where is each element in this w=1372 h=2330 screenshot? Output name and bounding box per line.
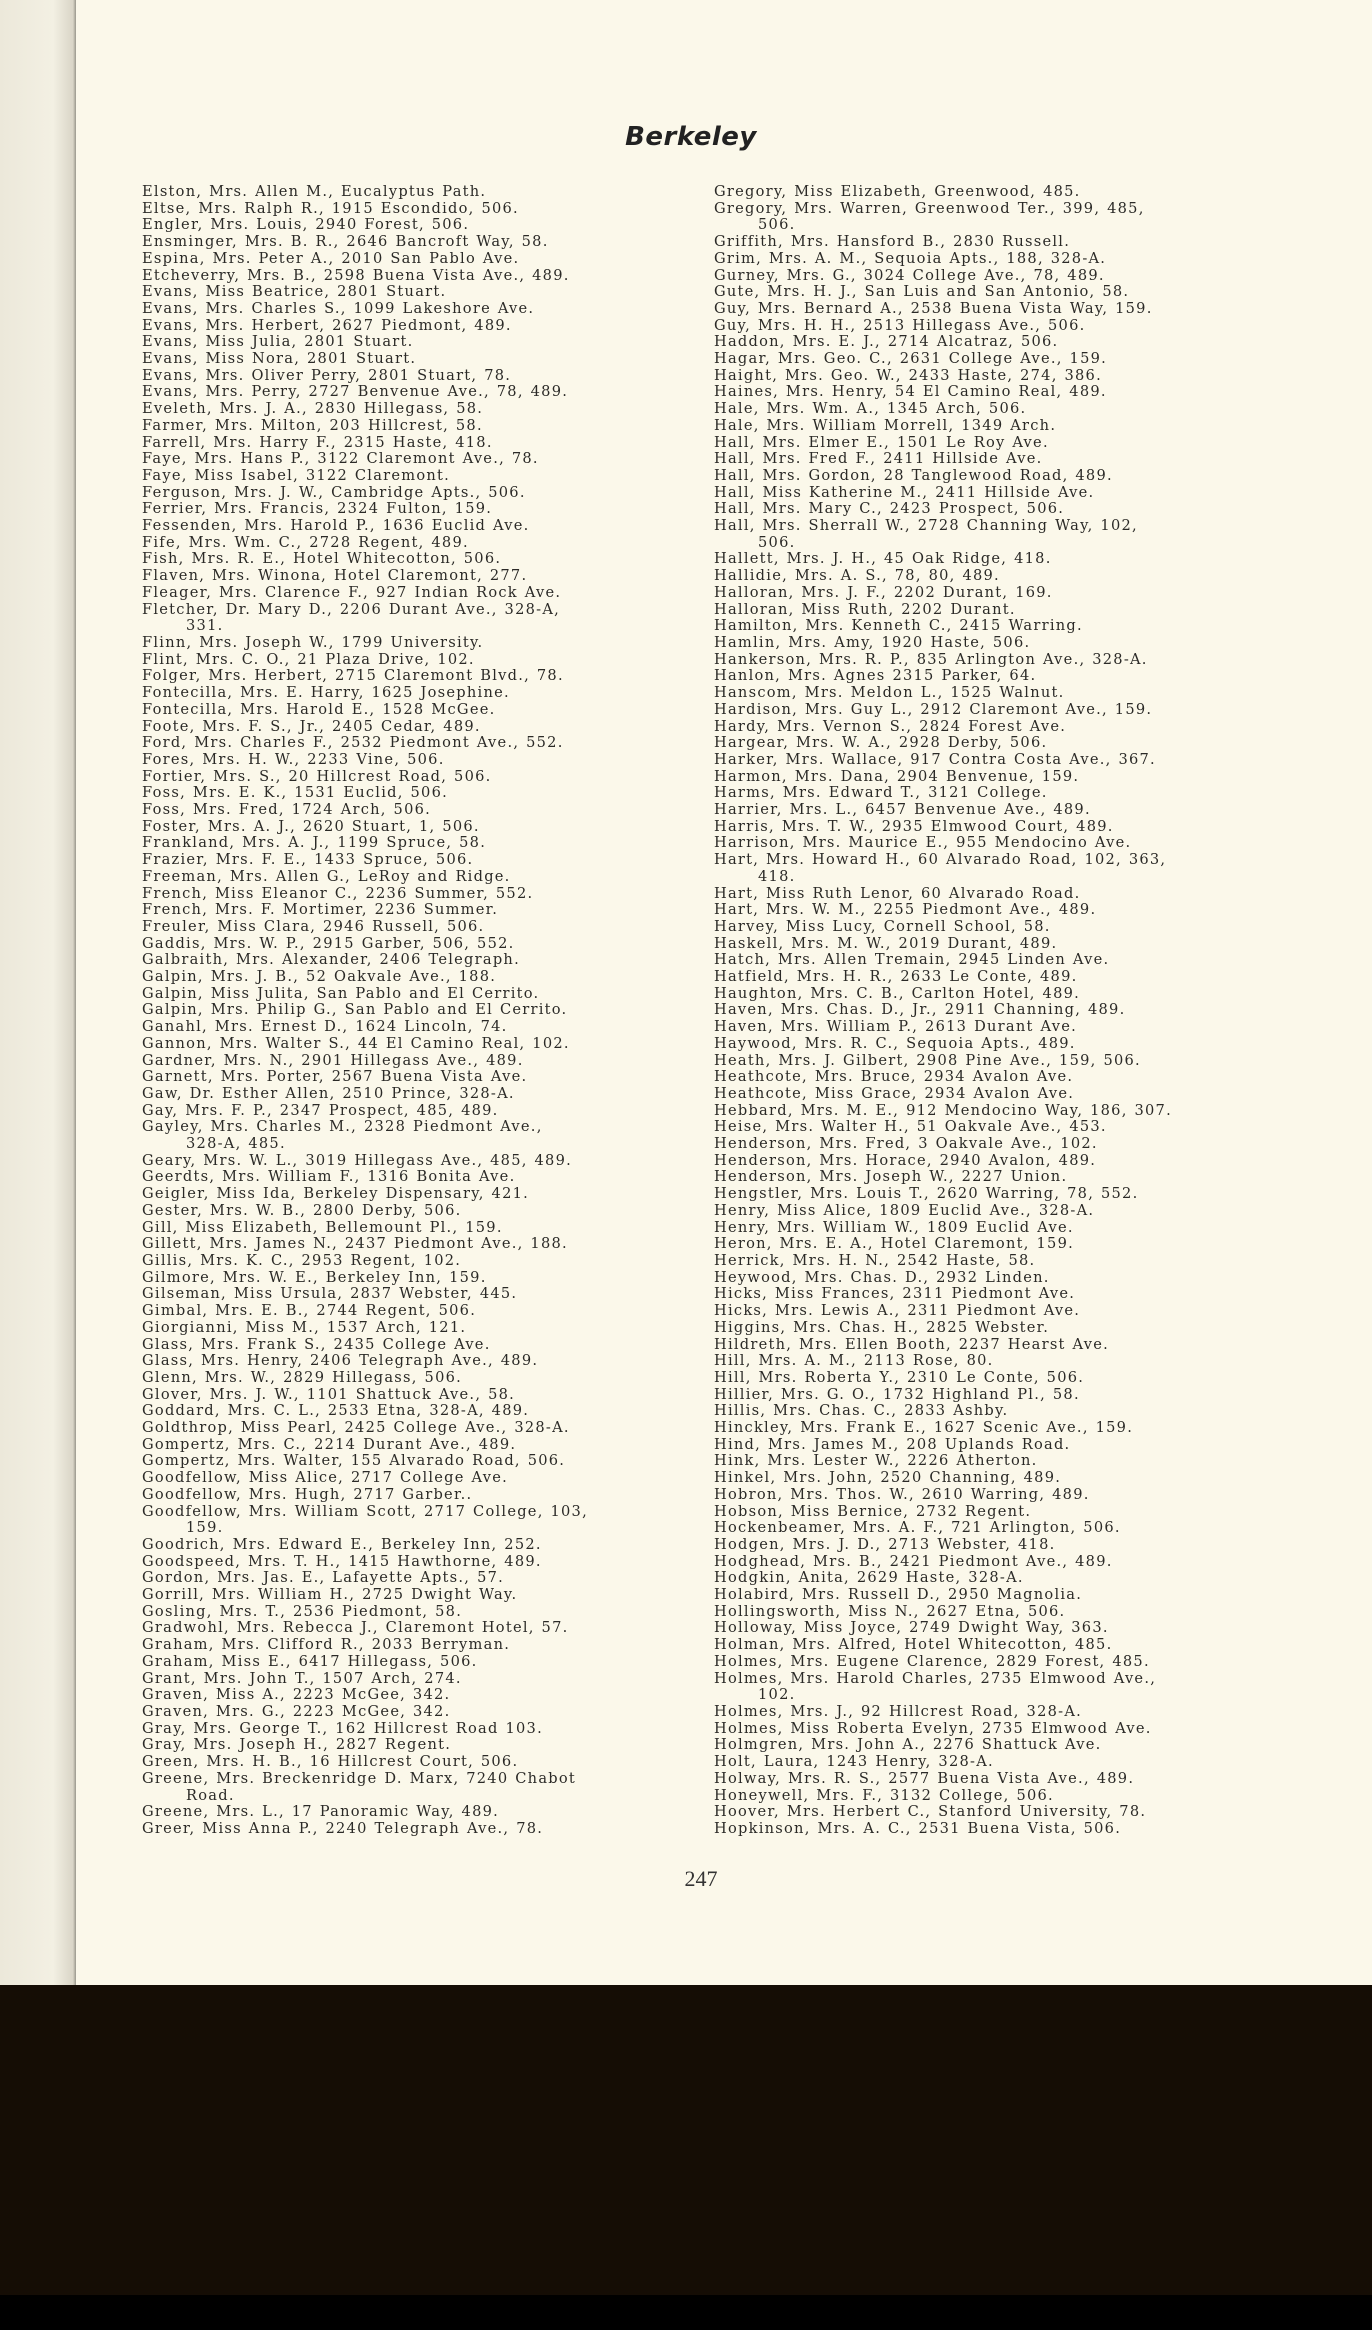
directory-entry: Geary, Mrs. W. L., 3019 Hillegass Ave., 485, 489. <box>142 1151 573 1169</box>
directory-entry: Farmer, Mrs. Milton, 203 Hillcrest, 58. <box>142 416 483 434</box>
directory-entry: Henderson, Mrs. Fred, 3 Oakvale Ave., 102. <box>714 1135 1098 1153</box>
directory-entry: Haven, Mrs. William P., 2613 Durant Ave. <box>714 1018 1077 1036</box>
directory-entry: Hinkel, Mrs. John, 2520 Channing, 489. <box>714 1469 1062 1487</box>
directory-entry: Fish, Mrs. R. E., Hotel Whitecotton, 506. <box>142 550 502 568</box>
directory-entry: Holmes, Miss Roberta Evelyn, 2735 Elmwood Ave. <box>714 1719 1152 1737</box>
directory-entry: Hobron, Mrs. Thos. W., 2610 Warring, 489. <box>714 1485 1090 1503</box>
directory-entry: Gradwohl, Mrs. Rebecca J., Claremont Hotel, 57. <box>142 1619 569 1637</box>
directory-entry: Harrison, Mrs. Maurice E., 955 Mendocino Ave. <box>714 834 1132 852</box>
directory-entry: Gardner, Mrs. N., 2901 Hillegass Ave., 489. <box>142 1051 524 1069</box>
directory-entry: Hill, Mrs. Roberta Y., 2310 Le Conte, 506. <box>714 1368 1085 1386</box>
directory-entry: French, Miss Eleanor C., 2236 Summer, 552. <box>142 884 534 902</box>
directory-entry: Giorgianni, Miss M., 1537 Arch, 121. <box>142 1318 467 1336</box>
directory-entry: Gurney, Mrs. G., 3024 College Ave., 78, 489. <box>714 266 1105 284</box>
directory-entry: Flinn, Mrs. Joseph W., 1799 University. <box>142 633 484 651</box>
directory-entry: Fletcher, Dr. Mary D., 2206 Durant Ave., 328-A, 331. <box>142 600 561 635</box>
directory-entry: Halloran, Miss Ruth, 2202 Durant. <box>714 600 1016 618</box>
directory-entry: Eveleth, Mrs. J. A., 2830 Hillegass, 58. <box>142 400 484 418</box>
directory-entry: Fife, Mrs. Wm. C., 2728 Regent, 489. <box>142 533 469 551</box>
directory-entry: Hillier, Mrs. G. O., 1732 Highland Pl., 58. <box>714 1385 1080 1403</box>
directory-entry: Hall, Mrs. Mary C., 2423 Prospect, 506. <box>714 500 1065 518</box>
directory-entry: Galpin, Mrs. J. B., 52 Oakvale Ave., 188. <box>142 968 497 986</box>
directory-entry: Gompertz, Mrs. Walter, 155 Alvarado Road, 506. <box>142 1452 566 1470</box>
directory-entry: Hobson, Miss Bernice, 2732 Regent. <box>714 1502 1032 1520</box>
directory-entry: Ferguson, Mrs. J. W., Cambridge Apts., 506. <box>142 483 526 501</box>
directory-entry: Guy, Mrs. H. H., 2513 Hillegass Ave., 506. <box>714 316 1086 334</box>
directory-entry: Frankland, Mrs. A. J., 1199 Spruce, 58. <box>142 834 487 852</box>
directory-entry: Galbraith, Mrs. Alexander, 2406 Telegraph. <box>142 951 520 969</box>
directory-entry: Elston, Mrs. Allen M., Eucalyptus Path. <box>142 183 487 200</box>
directory-entry: Guy, Mrs. Bernard A., 2538 Buena Vista Way, 159. <box>714 299 1153 317</box>
directory-entry: Hind, Mrs. James M., 208 Uplands Road. <box>714 1435 1071 1453</box>
directory-entry: Goodfellow, Mrs. Hugh, 2717 Garber.. <box>142 1485 473 1503</box>
directory-entry: Gillis, Mrs. K. C., 2953 Regent, 102. <box>142 1252 462 1269</box>
directory-entry: Hart, Miss Ruth Lenor, 60 Alvarado Road. <box>714 884 1081 902</box>
directory-entry: Evans, Mrs. Perry, 2727 Benvenue Ave., 78, 489. <box>142 383 569 401</box>
directory-entry: Grim, Mrs. A. M., Sequoia Apts., 188, 328-A. <box>714 249 1107 267</box>
directory-entry: Henderson, Mrs. Horace, 2940 Avalon, 489. <box>714 1151 1097 1169</box>
page-heading: Berkeley <box>625 122 757 152</box>
directory-entry: Foster, Mrs. A. J., 2620 Stuart, 1, 506. <box>142 817 480 835</box>
page-number: 247 <box>684 1866 718 1891</box>
directory-entry: Gill, Miss Elizabeth, Bellemount Pl., 159. <box>142 1218 503 1236</box>
directory-entry: Hardy, Mrs. Vernon S., 2824 Forest Ave. <box>714 717 1067 735</box>
directory-entry: Hink, Mrs. Lester W., 2226 Atherton. <box>714 1452 1038 1470</box>
directory-entry: Heath, Mrs. J. Gilbert, 2908 Pine Ave., 159, 506. <box>714 1051 1141 1069</box>
scanner-background <box>0 1985 1372 2295</box>
directory-entry: Ford, Mrs. Charles F., 2532 Piedmont Ave., 552. <box>142 734 564 752</box>
directory-entry: Hanlon, Mrs. Agnes 2315 Parker, 64. <box>714 667 1037 685</box>
directory-entry: Hall, Miss Katherine M., 2411 Hillside Ave. <box>714 483 1095 501</box>
directory-entry: Gray, Mrs. George T., 162 Hillcrest Road 103. <box>142 1719 543 1737</box>
directory-entry: Hodgkin, Anita, 2629 Haste, 328-A. <box>714 1569 1024 1587</box>
directory-entry: Hatfield, Mrs. H. R., 2633 Le Conte, 489. <box>714 968 1078 986</box>
directory-entry: Hargear, Mrs. W. A., 2928 Derby, 506. <box>714 734 1048 752</box>
directory-entry: Geerdts, Mrs. William F., 1316 Bonita Ave. <box>142 1168 516 1186</box>
directory-entry: Hall, Mrs. Gordon, 28 Tanglewood Road, 489. <box>714 466 1113 484</box>
directory-entry: Galpin, Miss Julita, San Pablo and El Cerrito. <box>142 984 540 1002</box>
directory-entry: Engler, Mrs. Louis, 2940 Forest, 506. <box>142 216 470 234</box>
directory-entry: Frazier, Mrs. F. E., 1433 Spruce, 506. <box>142 851 474 869</box>
directory-entry: Heathcote, Mrs. Bruce, 2934 Avalon Ave. <box>714 1068 1074 1086</box>
directory-entry: Hall, Mrs. Elmer E., 1501 Le Roy Ave. <box>714 433 1049 451</box>
directory-entry: Evans, Mrs. Oliver Perry, 2801 Stuart, 78. <box>142 366 512 384</box>
directory-entry: Henry, Mrs. William W., 1809 Euclid Ave. <box>714 1218 1074 1236</box>
directory-entry: Espina, Mrs. Peter A., 2010 San Pablo Ave. <box>142 249 520 267</box>
directory-entry: Eltse, Mrs. Ralph R., 1915 Escondido, 506. <box>142 199 519 217</box>
directory-entry: Ferrier, Mrs. Francis, 2324 Fulton, 159. <box>142 500 493 518</box>
directory-entry: Hinckley, Mrs. Frank E., 1627 Scenic Ave., 159. <box>714 1419 1134 1437</box>
directory-entry: Gompertz, Mrs. C., 2214 Durant Ave., 489. <box>142 1435 517 1453</box>
directory-entry: Heathcote, Miss Grace, 2934 Avalon Ave. <box>714 1084 1075 1102</box>
directory-entry: Grant, Mrs. John T., 1507 Arch, 274. <box>142 1669 462 1687</box>
directory-entry: Haines, Mrs. Henry, 54 El Camino Real, 489. <box>714 383 1107 401</box>
directory-entry: Garnett, Mrs. Porter, 2567 Buena Vista Ave. <box>142 1068 528 1086</box>
directory-entry: Fessenden, Mrs. Harold P., 1636 Euclid Ave. <box>142 517 530 535</box>
directory-entry: Harms, Mrs. Edward T., 3121 College. <box>714 784 1048 802</box>
directory-entry: Hodghead, Mrs. B., 2421 Piedmont Ave., 489. <box>714 1552 1113 1570</box>
directory-entry: Freeman, Mrs. Allen G., LeRoy and Ridge. <box>142 867 511 885</box>
directory-entry: Hart, Mrs. W. M., 2255 Piedmont Ave., 489. <box>714 901 1097 919</box>
directory-entry: Gayley, Mrs. Charles M., 2328 Piedmont Ave., 328-A, 485. <box>142 1118 543 1153</box>
directory-entry: Fontecilla, Mrs. Harold E., 1528 McGee. <box>142 700 496 718</box>
directory-entry: Hockenbeamer, Mrs. A. F., 721 Arlington, 506. <box>714 1519 1121 1537</box>
directory-entry: Gray, Mrs. Joseph H., 2827 Regent. <box>142 1736 452 1754</box>
directory-entry: Goddard, Mrs. C. L., 2533 Etna, 328-A, 489. <box>142 1402 530 1420</box>
directory-entry: Holway, Mrs. R. S., 2577 Buena Vista Ave., 489. <box>714 1769 1135 1787</box>
directory-entry: Hebbard, Mrs. M. E., 912 Mendocino Way, 186, 307. <box>714 1101 1172 1119</box>
directory-entry: Flint, Mrs. C. O., 21 Plaza Drive, 102. <box>142 650 475 668</box>
directory-entry: Glover, Mrs. J. W., 1101 Shattuck Ave., 58. <box>142 1385 516 1403</box>
directory-entry: Gregory, Mrs. Warren, Greenwood Ter., 399, 485, 506. <box>714 199 1145 234</box>
directory-entry: Gorrill, Mrs. William H., 2725 Dwight Way. <box>142 1586 518 1604</box>
directory-entry: Evans, Miss Nora, 2801 Stuart. <box>142 350 417 368</box>
directory-entry: Gillett, Mrs. James N., 2437 Piedmont Ave., 188. <box>142 1235 568 1253</box>
directory-entry: Harrier, Mrs. L., 6457 Benvenue Ave., 489. <box>714 801 1091 819</box>
directory-entry: Green, Mrs. H. B., 16 Hillcrest Court, 506. <box>142 1753 519 1771</box>
directory-entry: Gaw, Dr. Esther Allen, 2510 Prince, 328-A. <box>142 1084 515 1102</box>
directory-entry: Hildreth, Mrs. Ellen Booth, 2237 Hearst Ave. <box>714 1335 1110 1353</box>
directory-entry: Greer, Miss Anna P., 2240 Telegraph Ave., 78. <box>142 1819 544 1837</box>
directory-entry: Hanscom, Mrs. Meldon L., 1525 Walnut. <box>714 684 1065 702</box>
directory-entry: Fortier, Mrs. S., 20 Hillcrest Road, 506. <box>142 767 492 785</box>
directory-entry: Goodfellow, Miss Alice, 2717 College Ave. <box>142 1469 508 1487</box>
directory-entry: Hollingsworth, Miss N., 2627 Etna, 506. <box>714 1602 1066 1620</box>
directory-entry: Hatch, Mrs. Allen Tremain, 2945 Linden Ave. <box>714 951 1110 969</box>
directory-entry: Gosling, Mrs. T., 2536 Piedmont, 58. <box>142 1602 463 1620</box>
directory-entry: Glenn, Mrs. W., 2829 Hillegass, 506. <box>142 1368 463 1386</box>
directory-entry: Galpin, Mrs. Philip G., San Pablo and El Cerrito. <box>142 1001 568 1019</box>
directory-entry: Hallidie, Mrs. A. S., 78, 80, 489. <box>714 567 1000 585</box>
directory-entry: Glass, Mrs. Frank S., 2435 College Ave. <box>142 1335 491 1353</box>
directory-entry: Holmes, Mrs. Harold Charles, 2735 Elmwood Ave., 102. <box>714 1669 1157 1704</box>
directory-entry: Gimbal, Mrs. E. B., 2744 Regent, 506. <box>142 1302 477 1320</box>
directory-entry: Fores, Mrs. H. W., 2233 Vine, 506. <box>142 750 445 768</box>
directory-entry: Evans, Miss Beatrice, 2801 Stuart. <box>142 283 447 301</box>
directory-entry: Hamlin, Mrs. Amy, 1920 Haste, 506. <box>714 633 1031 651</box>
directory-entry: Faye, Mrs. Hans P., 3122 Claremont Ave., 78. <box>142 450 539 468</box>
directory-entry: Hillis, Mrs. Chas. C., 2833 Ashby. <box>714 1402 1009 1420</box>
book-gutter <box>0 0 76 1985</box>
directory-entry: Hicks, Mrs. Lewis A., 2311 Piedmont Ave. <box>714 1302 1081 1320</box>
directory-entry: Haight, Mrs. Geo. W., 2433 Haste, 274, 386. <box>714 366 1102 384</box>
directory-entry: Goodspeed, Mrs. T. H., 1415 Hawthorne, 489. <box>142 1552 542 1570</box>
directory-entry: Harmon, Mrs. Dana, 2904 Benvenue, 159. <box>714 767 1080 785</box>
directory-entry: Gilseman, Miss Ursula, 2837 Webster, 445. <box>142 1285 518 1303</box>
directory-entry: Hardison, Mrs. Guy L., 2912 Claremont Ave., 159. <box>714 700 1153 718</box>
directory-entry: Hill, Mrs. A. M., 2113 Rose, 80. <box>714 1352 994 1370</box>
directory-entry: Heron, Mrs. E. A., Hotel Claremont, 159. <box>714 1235 1075 1253</box>
directory-entry: Gaddis, Mrs. W. P., 2915 Garber, 506, 552. <box>142 934 515 952</box>
directory-entry: Hagar, Mrs. Geo. C., 2631 College Ave., 159. <box>714 350 1108 368</box>
directory-entry: Hopkinson, Mrs. A. C., 2531 Buena Vista, 506. <box>714 1819 1122 1837</box>
directory-entry: Harvey, Miss Lucy, Cornell School, 58. <box>714 917 1051 935</box>
directory-entry: Holt, Laura, 1243 Henry, 328-A. <box>714 1753 994 1771</box>
directory-entry: Hodgen, Mrs. J. D., 2713 Webster, 418. <box>714 1535 1056 1553</box>
directory-entry: Herrick, Mrs. H. N., 2542 Haste, 58. <box>714 1252 1036 1269</box>
directory-entry: Harker, Mrs. Wallace, 917 Contra Costa Ave., 367. <box>714 750 1156 768</box>
directory-entry: Gute, Mrs. H. J., San Luis and San Antonio, 58. <box>714 283 1130 301</box>
directory-entry: Hengstler, Mrs. Louis T., 2620 Warring, 78, 552. <box>714 1185 1139 1203</box>
directory-entry: Griffith, Mrs. Hansford B., 2830 Russell. <box>714 233 1071 251</box>
directory-entry: Glass, Mrs. Henry, 2406 Telegraph Ave., 489. <box>142 1352 539 1370</box>
directory-entry: Goodfellow, Mrs. William Scott, 2717 College, 103, 159. <box>142 1502 588 1537</box>
directory-entry: Holloway, Miss Joyce, 2749 Dwight Way, 363. <box>714 1619 1109 1637</box>
directory-entry: Fleager, Mrs. Clarence F., 927 Indian Rock Ave. <box>142 583 562 601</box>
directory-entry: Gilmore, Mrs. W. E., Berkeley Inn, 159. <box>142 1268 487 1286</box>
directory-entry: Goldthrop, Miss Pearl, 2425 College Ave., 328-A. <box>142 1419 570 1437</box>
directory-entry: Farrell, Mrs. Harry F., 2315 Haste, 418. <box>142 433 493 451</box>
directory-entry: Heise, Mrs. Walter H., 51 Oakvale Ave., 453. <box>714 1118 1107 1136</box>
directory-entry: Hicks, Miss Frances, 2311 Piedmont Ave. <box>714 1285 1076 1303</box>
directory-entry: Holabird, Mrs. Russell D., 2950 Magnolia. <box>714 1586 1083 1604</box>
directory-entry: Foss, Mrs. E. K., 1531 Euclid, 506. <box>142 784 449 802</box>
directory-entry: Flaven, Mrs. Winona, Hotel Claremont, 277. <box>142 567 528 585</box>
directory-entry: Graven, Miss A., 2223 McGee, 342. <box>142 1686 451 1704</box>
directory-entry: Geigler, Miss Ida, Berkeley Dispensary, 421. <box>142 1185 530 1203</box>
directory-entry: Holman, Mrs. Alfred, Hotel Whitecotton, 485. <box>714 1636 1113 1654</box>
directory-entry: Haywood, Mrs. R. C., Sequoia Apts., 489. <box>714 1034 1076 1052</box>
directory-entry: Greene, Mrs. Breckenridge D. Marx, 7240 Chabot Road. <box>142 1769 577 1804</box>
directory-entry: Hall, Mrs. Sherrall W., 2728 Channing Way, 102, 506. <box>714 517 1138 551</box>
directory-entry: Hale, Mrs. Wm. A., 1345 Arch, 506. <box>714 400 1027 418</box>
directory-entry: Hale, Mrs. William Morrell, 1349 Arch. <box>714 416 1057 434</box>
directory-entry: Etcheverry, Mrs. B., 2598 Buena Vista Ave., 489. <box>142 266 570 284</box>
directory-entry: Ganahl, Mrs. Ernest D., 1624 Lincoln, 74. <box>142 1018 508 1036</box>
directory-entry: Henry, Miss Alice, 1809 Euclid Ave., 328-A. <box>714 1201 1095 1219</box>
directory-entry: Ensminger, Mrs. B. R., 2646 Bancroft Way, 58. <box>142 233 549 251</box>
directory-column-right <box>714 184 1304 1838</box>
directory-entry: Goodrich, Mrs. Edward E., Berkeley Inn, 252. <box>142 1535 542 1553</box>
directory-entry: Halloran, Mrs. J. F., 2202 Durant, 169. <box>714 583 1053 601</box>
directory-entry: Evans, Mrs. Herbert, 2627 Piedmont, 489. <box>142 316 512 334</box>
directory-entry: Freuler, Miss Clara, 2946 Russell, 506. <box>142 917 485 935</box>
directory-entry: Hall, Mrs. Fred F., 2411 Hillside Ave. <box>714 450 1043 468</box>
directory-entry: Gester, Mrs. W. B., 2800 Derby, 506. <box>142 1201 462 1219</box>
directory-entry: Haddon, Mrs. E. J., 2714 Alcatraz, 506. <box>714 333 1059 351</box>
directory-entry: Hankerson, Mrs. R. P., 835 Arlington Ave., 328-A. <box>714 650 1148 668</box>
directory-entry: Gannon, Mrs. Walter S., 44 El Camino Real, 102. <box>142 1034 570 1052</box>
directory-entry: Honeywell, Mrs. F., 3132 College, 506. <box>714 1786 1054 1804</box>
directory-entry: Heywood, Mrs. Chas. D., 2932 Linden. <box>714 1268 1050 1286</box>
directory-entry: Holmes, Mrs. J., 92 Hillcrest Road, 328-A. <box>714 1702 1083 1720</box>
directory-entry: Graham, Mrs. Clifford R., 2033 Berryman. <box>142 1636 511 1654</box>
directory-entry: Gregory, Miss Elizabeth, Greenwood, 485. <box>714 183 1081 200</box>
directory-entry: Graham, Miss E., 6417 Hillegass, 506. <box>142 1652 478 1670</box>
directory-entry: Holmes, Mrs. Eugene Clarence, 2829 Forest, 485. <box>714 1652 1150 1670</box>
directory-entry: Higgins, Mrs. Chas. H., 2825 Webster. <box>714 1318 1050 1336</box>
directory-entry: Evans, Mrs. Charles S., 1099 Lakeshore Ave. <box>142 299 535 317</box>
directory-entry: Harris, Mrs. T. W., 2935 Elmwood Court, 489. <box>714 817 1114 835</box>
directory-entry: French, Mrs. F. Mortimer, 2236 Summer. <box>142 901 499 919</box>
directory-entry: Gordon, Mrs. Jas. E., Lafayette Apts., 57. <box>142 1569 505 1587</box>
directory-entry: Hallett, Mrs. J. H., 45 Oak Ridge, 418. <box>714 550 1052 568</box>
directory-entry: Haughton, Mrs. C. B., Carlton Hotel, 489. <box>714 984 1081 1002</box>
directory-entry: Henderson, Mrs. Joseph W., 2227 Union. <box>714 1168 1068 1186</box>
directory-entry: Fontecilla, Mrs. E. Harry, 1625 Josephine. <box>142 684 510 702</box>
directory-entry: Foss, Mrs. Fred, 1724 Arch, 506. <box>142 801 432 819</box>
directory-entry: Hoover, Mrs. Herbert C., Stanford University, 78. <box>714 1803 1147 1821</box>
directory-entry: Faye, Miss Isabel, 3122 Claremont. <box>142 466 451 484</box>
directory-entry: Haskell, Mrs. M. W., 2019 Durant, 489. <box>714 934 1058 952</box>
directory-entry: Haven, Mrs. Chas. D., Jr., 2911 Channing, 489. <box>714 1001 1126 1019</box>
directory-entry: Hart, Mrs. Howard H., 60 Alvarado Road, 102, 363, 418. <box>714 851 1167 885</box>
directory-entry: Holmgren, Mrs. John A., 2276 Shattuck Ave. <box>714 1736 1102 1754</box>
directory-entry: Evans, Miss Julia, 2801 Stuart. <box>142 333 414 351</box>
directory-column-left <box>142 184 732 1838</box>
directory-entry: Foote, Mrs. F. S., Jr., 2405 Cedar, 489. <box>142 717 481 735</box>
directory-entry: Hamilton, Mrs. Kenneth C., 2415 Warring. <box>714 617 1083 635</box>
directory-entry: Greene, Mrs. L., 17 Panoramic Way, 489. <box>142 1803 500 1821</box>
directory-entry: Graven, Mrs. G., 2223 McGee, 342. <box>142 1702 451 1720</box>
directory-entry: Gay, Mrs. F. P., 2347 Prospect, 485, 489. <box>142 1101 499 1119</box>
directory-entry: Folger, Mrs. Herbert, 2715 Claremont Blvd., 78. <box>142 667 564 685</box>
